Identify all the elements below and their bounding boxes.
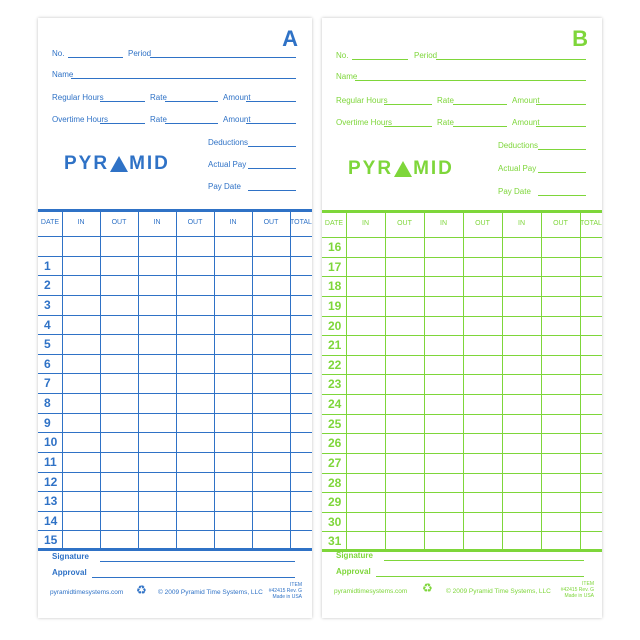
rate-line-2 [165,123,218,124]
column-divider [138,212,139,550]
pyramid-logo [348,158,454,180]
signature-label: Signature [52,552,89,561]
pyramid-triangle-icon [110,156,128,172]
pyramid-triangle-icon [394,161,412,177]
row-divider [322,512,602,513]
row-divider [38,315,312,316]
column-divider [176,212,177,550]
column-divider [290,212,291,550]
logo-text-left: PYR [64,153,110,174]
day-number: 14 [44,514,58,528]
table-bottom-border [38,548,312,550]
day-number: 4 [44,318,51,332]
actual-pay-line [538,172,586,173]
approval-line [92,577,295,578]
regular-hours-label: Regular Hours [336,96,388,105]
column-header: IN [77,219,85,226]
actual-pay-label: Actual Pay [208,160,247,169]
day-number: 5 [44,337,51,351]
overtime-hours-label: Overtime Hours [336,118,393,127]
period-label: Period [414,51,438,60]
item-label: ITEM [290,582,302,588]
period-field-line [150,57,296,58]
day-number: 26 [328,436,342,450]
item-number [561,581,594,599]
rate-line [165,101,218,102]
item-label: ITEM [582,581,594,587]
signature-label: Signature [336,551,373,560]
row-divider [38,413,312,414]
row-divider [322,374,602,375]
day-number: 10 [44,435,58,449]
copyright-text: © 2009 Pyramid Time Systems, LLC [446,588,551,595]
name-field-line [71,78,296,79]
logo-text-left: PYR [348,158,394,179]
row-divider [322,257,602,258]
recycle-icon: ♻ [136,583,147,597]
rate-label: Rate [437,96,454,105]
deductions-label: Deductions [498,141,539,150]
actual-pay-label: Actual Pay [498,164,537,173]
row-divider [322,316,602,317]
deductions-line [538,149,586,150]
amount-label-2: Amount [512,118,540,127]
column-divider [214,212,215,550]
logo-text-right: MID [129,153,170,174]
header-divider [38,236,312,237]
name-field-line [355,80,586,81]
row-divider [38,432,312,433]
column-divider [62,212,63,550]
column-header: OUT [111,219,127,226]
no-label: No. [52,49,65,58]
day-number: 17 [328,260,342,274]
day-number: 20 [328,319,342,333]
day-number: 16 [328,240,342,254]
row-divider [322,296,602,297]
row-divider [38,530,312,531]
column-divider [100,212,101,550]
website-text: pyramidtimesystems.com [334,588,408,595]
header-divider [322,237,602,238]
column-header: DATE [324,220,344,227]
column-divider [541,213,542,551]
regular-hours-line [100,101,145,102]
day-number: 22 [328,358,342,372]
column-header: OUT [263,219,279,226]
row-divider [322,453,602,454]
row-divider [38,472,312,473]
amount-line-2 [246,123,296,124]
amount-line [246,101,296,102]
day-number: 9 [44,416,51,430]
column-header: OUT [553,220,568,227]
column-header: TOTAL [580,220,602,227]
column-header: IN [518,220,525,227]
approval-label: Approval [336,567,371,576]
no-label: No. [336,51,349,60]
logo-text-right: MID [413,158,454,179]
day-number: 29 [328,495,342,509]
row-divider [38,354,312,355]
day-number: 19 [328,299,342,313]
website-text: pyramidtimesystems.com [50,589,124,596]
day-number: 15 [44,533,58,547]
approval-line [376,576,584,577]
row-divider [322,531,602,532]
row-divider [38,373,312,374]
row-divider [322,276,602,277]
overtime-hours-line [100,123,145,124]
row-divider [322,335,602,336]
item-origin: Made in USA [564,593,594,599]
column-divider [424,213,425,551]
day-number: 6 [44,357,51,371]
day-number: 2 [44,278,51,292]
regular-hours-label: Regular Hours [52,93,104,102]
time-card-b [322,18,602,618]
name-label: Name [336,72,358,81]
pay-date-line [248,190,296,191]
day-number: 23 [328,377,342,391]
actual-pay-line [248,168,296,169]
row-divider [38,393,312,394]
pay-date-label: Pay Date [208,182,241,191]
item-code: #42415 Rev. G [560,587,594,593]
column-header: DATE [40,219,60,226]
row-divider [322,414,602,415]
name-label: Name [52,70,74,79]
row-divider [322,394,602,395]
row-divider [38,511,312,512]
column-header: IN [153,219,161,226]
row-divider [322,473,602,474]
day-number: 28 [328,476,342,490]
amount-label: Amount [512,96,540,105]
no-field-line [68,57,123,58]
regular-hours-line [384,104,432,105]
day-number: 21 [328,338,342,352]
punch-table [38,209,312,550]
card-letter: A [282,26,298,51]
column-header: TOTAL [290,219,312,226]
row-divider [38,550,312,551]
day-number: 7 [44,376,51,390]
day-number: 31 [328,534,342,548]
day-number: 1 [44,259,51,273]
day-number: 8 [44,396,51,410]
amount-label-2: Amount [223,115,251,124]
signature-line [384,560,584,561]
row-divider [322,492,602,493]
pay-date-label: Pay Date [498,187,531,196]
row-divider [322,433,602,434]
overtime-hours-label: Overtime Hours [52,115,109,124]
column-divider [463,213,464,551]
column-header: IN [229,219,237,226]
column-divider [502,213,503,551]
rate-line-2 [453,126,507,127]
row-divider [38,452,312,453]
punch-table [322,210,602,551]
day-number: 11 [44,455,57,469]
day-number: 12 [44,475,58,489]
day-number: 3 [44,298,51,312]
rate-label: Rate [150,93,167,102]
day-number: 24 [328,397,342,411]
item-number [269,582,302,600]
period-label: Period [128,49,152,58]
day-number: 27 [328,456,342,470]
pyramid-logo [64,153,170,175]
column-header: IN [440,220,447,227]
deductions-label: Deductions [208,138,249,147]
deductions-line [248,146,296,147]
amount-label: Amount [223,93,251,102]
overtime-hours-line [384,126,432,127]
rate-label-2: Rate [150,115,167,124]
column-divider [252,212,253,550]
rate-label-2: Rate [437,118,454,127]
time-card-a [38,18,312,618]
copyright-text: © 2009 Pyramid Time Systems, LLC [158,589,263,596]
day-number: 18 [328,279,342,293]
item-origin: Made in USA [272,594,302,600]
amount-line [536,104,586,105]
column-divider [346,213,347,551]
column-header: IN [362,220,369,227]
no-field-line [352,59,408,60]
card-letter: B [572,26,588,51]
row-divider [38,256,312,257]
column-header: OUT [475,220,490,227]
pay-date-line [538,195,586,196]
item-code: #42415 Rev. G [268,588,302,594]
approval-label: Approval [52,568,87,577]
amount-line-2 [536,126,586,127]
period-field-line [436,59,586,60]
row-divider [38,275,312,276]
column-header: OUT [187,219,203,226]
column-divider [580,213,581,551]
day-number: 13 [44,494,58,508]
column-divider [385,213,386,551]
row-divider [322,355,602,356]
column-header: OUT [397,220,412,227]
day-number: 30 [328,515,342,529]
row-divider [38,295,312,296]
signature-line [100,561,295,562]
row-divider [38,334,312,335]
day-number: 25 [328,417,342,431]
row-divider [38,491,312,492]
rate-line [453,104,507,105]
recycle-icon: ♻ [422,581,433,595]
